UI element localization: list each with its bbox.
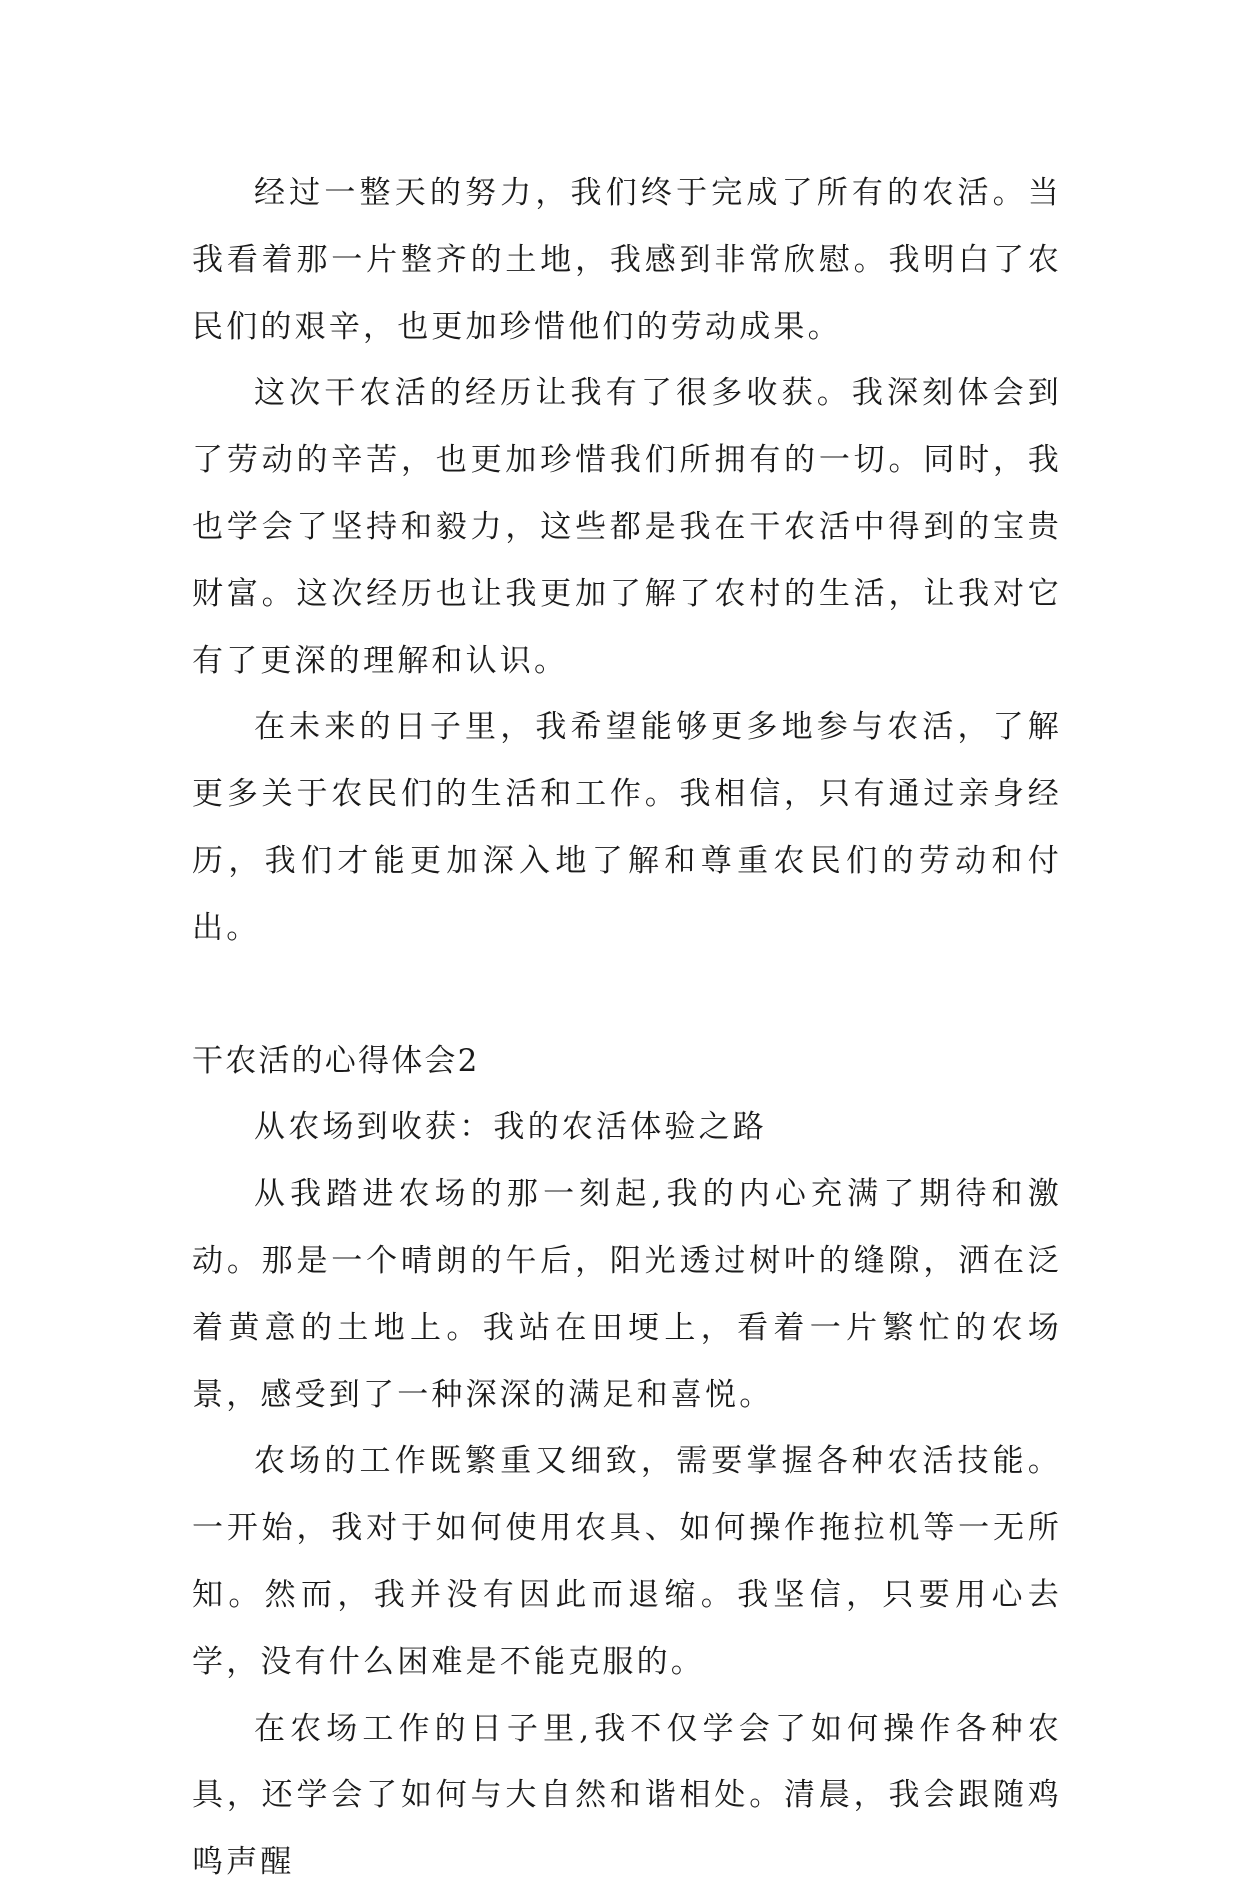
paragraph: 从我踏进农场的那一刻起,我的内心充满了期待和激动。那是一个晴朗的午后，阳光透过树叶的缝隙，洒在泛着黄意的土地上。我站在田埂上，看着一片繁忙的农场景，感受到了一种深深的满足和喜悦。 [192, 1176, 1062, 1413]
paragraph: 在农场工作的日子里,我不仅学会了如何操作各种农具，还学会了如何与大自然和谐相处。清晨，我会跟随鸡鸣声醒 [192, 1710, 1062, 1881]
section-subtitle: 从农场到收获：我的农活体验之路 [254, 1109, 767, 1146]
document-body [192, 160, 1062, 1896]
paragraph: 这次干农活的经历让我有了很多收获。我深刻体会到了劳动的辛苦，也更加珍惜我们所拥有的一切。同时，我也学会了坚持和毅力，这些都是我在干农活中得到的宝贵财富。这次经历也让我更加了解了农村的生活，让我对它有了更深的理解和认识。 [192, 375, 1062, 679]
paragraph: 农场的工作既繁重又细致，需要掌握各种农活技能。一开始，我对于如何使用农具、如何操作拖拉机等一无所知。然而，我并没有因此而退缩。我坚信，只要用心去学，没有什么困难是不能克服的。 [192, 1443, 1062, 1680]
paragraph: 在未来的日子里，我希望能够更多地参与农活，了解更多关于农民们的生活和工作。我相信，只有通过亲身经历，我们才能更加深入地了解和尊重农民们的劳动和付出。 [192, 709, 1062, 946]
section-heading: 干农活的心得体会2 [192, 1042, 480, 1079]
paragraph: 经过一整天的努力，我们终于完成了所有的农活。当我看着那一片整齐的土地，我感到非常欣慰。我明白了农民们的艰辛，也更加珍惜他们的劳动成果。 [192, 175, 1062, 345]
